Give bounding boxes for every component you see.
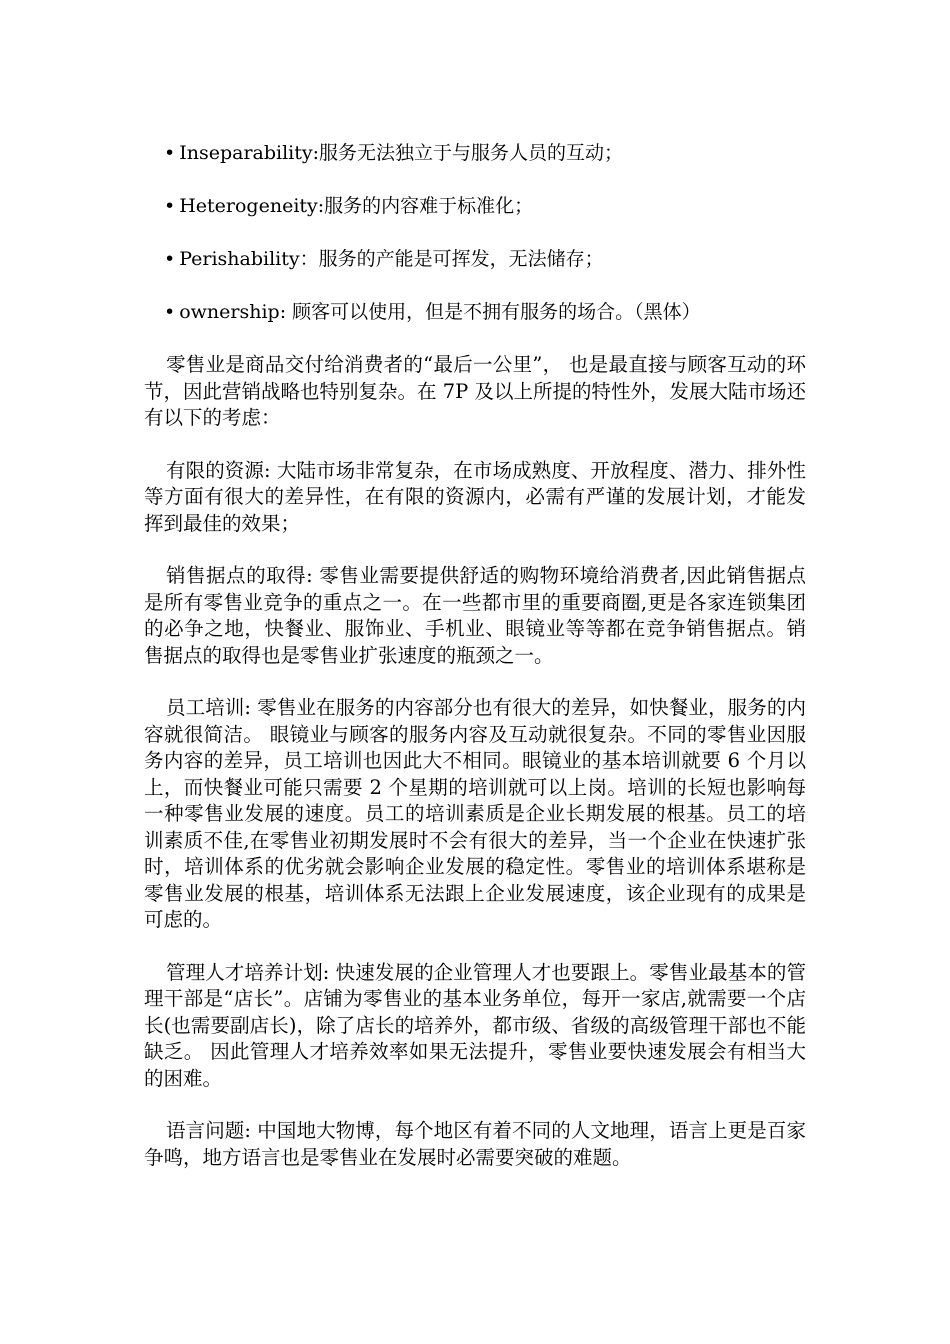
paragraph-sales-locations: 销售据点的取得: 零售业需要提供舒适的购物环境给消费者,因此销售据点是所有零售业竞争的重点之一。在一些都市里的重要商圈,更是各家连锁集团的必争之地，快餐业、服饰业、手机业、眼镜业等等都在竞争销售据点。销售据点的取得也是零售业扩张速度的瓶颈之一。 <box>144 564 806 667</box>
service-characteristics-list <box>144 140 806 326</box>
bullet-marker: • <box>164 142 176 164</box>
bullet-text: Heterogeneity:服务的内容难于标准化； <box>179 195 534 217</box>
paragraph-management-talent: 管理人才培养计划: 快速发展的企业管理人才也要跟上。零售业最基本的管理干部是“店长”。店铺为零售业的基本业务单位，每开一家店,就需要一个店长(也需要副店长)，除了店长的培养外，都市级、省级的高级管理干部也不能缺乏。 因此管理人才培养效率如果无法提升，零售业要快速发展会有相当大的困难。 <box>144 960 806 1090</box>
bullet-text: ownership: 顾客可以使用，但是不拥有服务的场合。（黑体） <box>179 301 701 323</box>
paragraph-limited-resources: 有限的资源: 大陆市场非常复杂，在市场成熟度、开放程度、潜力、排外性等方面有很大的差异性，在有限的资源内，必需有严谨的发展计划，才能发挥到最佳的效果； <box>144 458 806 535</box>
bullet-marker: • <box>164 248 176 270</box>
paragraph-language-issues: 语言问题: 中国地大物博，每个地区有着不同的人文地理，语言上更是百家争鸣，地方语言也是零售业在发展时必需要突破的难题。 <box>144 1119 806 1169</box>
bullet-inseparability <box>144 140 806 167</box>
paragraph-retail-intro: 零售业是商品交付给消费者的“最后一公里”， 也是最直接与顾客互动的环节，因此营销战略也特别复杂。在 7P 及以上所提的特性外，发展大陆市场还有以下的考虑： <box>144 353 806 429</box>
document-page <box>144 140 806 1197</box>
bullet-ownership <box>144 299 806 326</box>
paragraph-staff-training: 员工培训: 零售业在服务的内容部分也有很大的差异，如快餐业，服务的内容就很简洁。 眼镜业与顾客的服务内容及互动就很复杂。不同的零售业因服务内容的差异，员工培训也因此大不相同。眼镜业的基本培训就要 6 个月以上，而快餐业可能只需要 2 个星期的培训就可以上岗。培训的长短也影响每一种零售业发展的速度。员工的培训素质是企业长期发展的根基。员工的培训素质不佳,在零售业初期发展时不会有很大的差异，当一个企业在快速扩张时，培训体系的优劣就会影响企业发展的稳定性。零售业的培训体系堪称是零售业发展的根基，培训体系无法跟上企业发展速度，该企业现有的成果是可虑的。 <box>144 696 806 931</box>
bullet-marker: • <box>164 301 176 323</box>
bullet-marker: • <box>164 195 176 217</box>
bullet-text: Inseparability:服务无法独立于与服务人员的互动； <box>179 142 624 164</box>
bullet-heterogeneity <box>144 193 806 220</box>
bullet-text: Perishability：服务的产能是可挥发，无法储存； <box>179 248 604 270</box>
bullet-perishability <box>144 246 806 273</box>
